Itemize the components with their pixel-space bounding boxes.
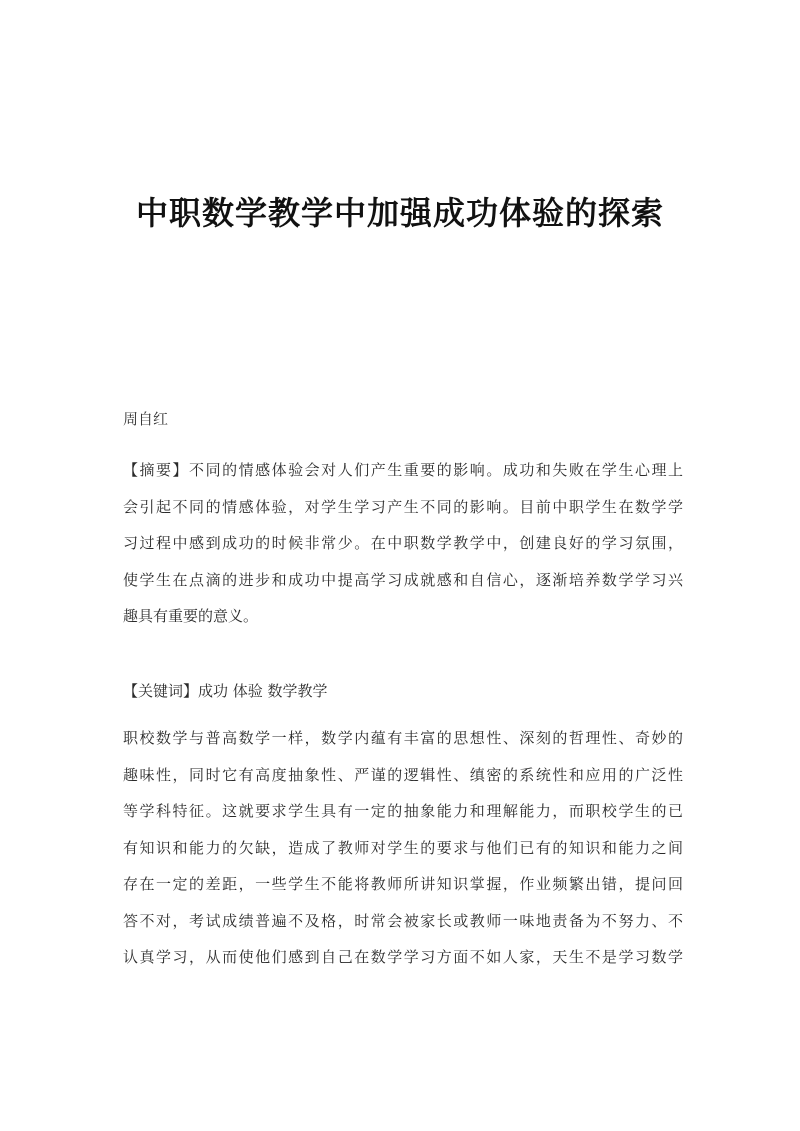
author-name: 周自红: [123, 410, 169, 428]
keywords-paragraph: [123, 673, 683, 710]
abstract-paragraph: [123, 452, 683, 635]
document-title: 中职数学教学中加强成功体验的探索: [135, 194, 664, 232]
body-line: 存在一定的差距，一些学生不能将教师所讲知识掌握，作业频繁出错，提问回: [123, 875, 683, 893]
body-line: 等学科特征。这就要求学生具有一定的抽象能力和理解能力，而职校学生的已: [123, 802, 683, 820]
abstract-line: 【摘要】不同的情感体验会对人们产生重要的影响。成功和失败在学生心理上: [123, 461, 683, 479]
body-line: 认真学习，从而使他们感到自己在数学学习方面不如人家，天生不是学习数学: [123, 948, 683, 966]
abstract-line: 会引起不同的情感体验，对学生学习产生不同的影响。目前中职学生在数学学: [123, 497, 683, 516]
abstract-line: 趣具有重要的意义。: [123, 607, 259, 625]
body-line: 职校数学与普高数学一样，数学内蕴有丰富的思想性、深刻的哲理性、奇妙的: [123, 729, 683, 747]
abstract-line: 习过程中感到成功的时候非常少。在中职数学教学中，创建良好的学习氛围，: [123, 534, 683, 552]
body-paragraph: [123, 720, 683, 976]
body-line: 有知识和能力的欠缺，造成了教师对学生的要求与他们已有的知识和能力之间: [123, 838, 683, 857]
body-line: 答不对，考试成绩普遍不及格，时常会被家长或教师一味地责备为不努力、不: [123, 911, 683, 930]
abstract-line: 使学生在点滴的进步和成功中提高学习成就感和自信心，逐渐培养数学学习兴: [123, 570, 683, 589]
keywords-line: 【关键词】成功 体验 数学教学: [123, 682, 328, 700]
body-line: 趣味性，同时它有高度抽象性、严谨的逻辑性、缜密的系统性和应用的广泛性: [123, 765, 683, 784]
